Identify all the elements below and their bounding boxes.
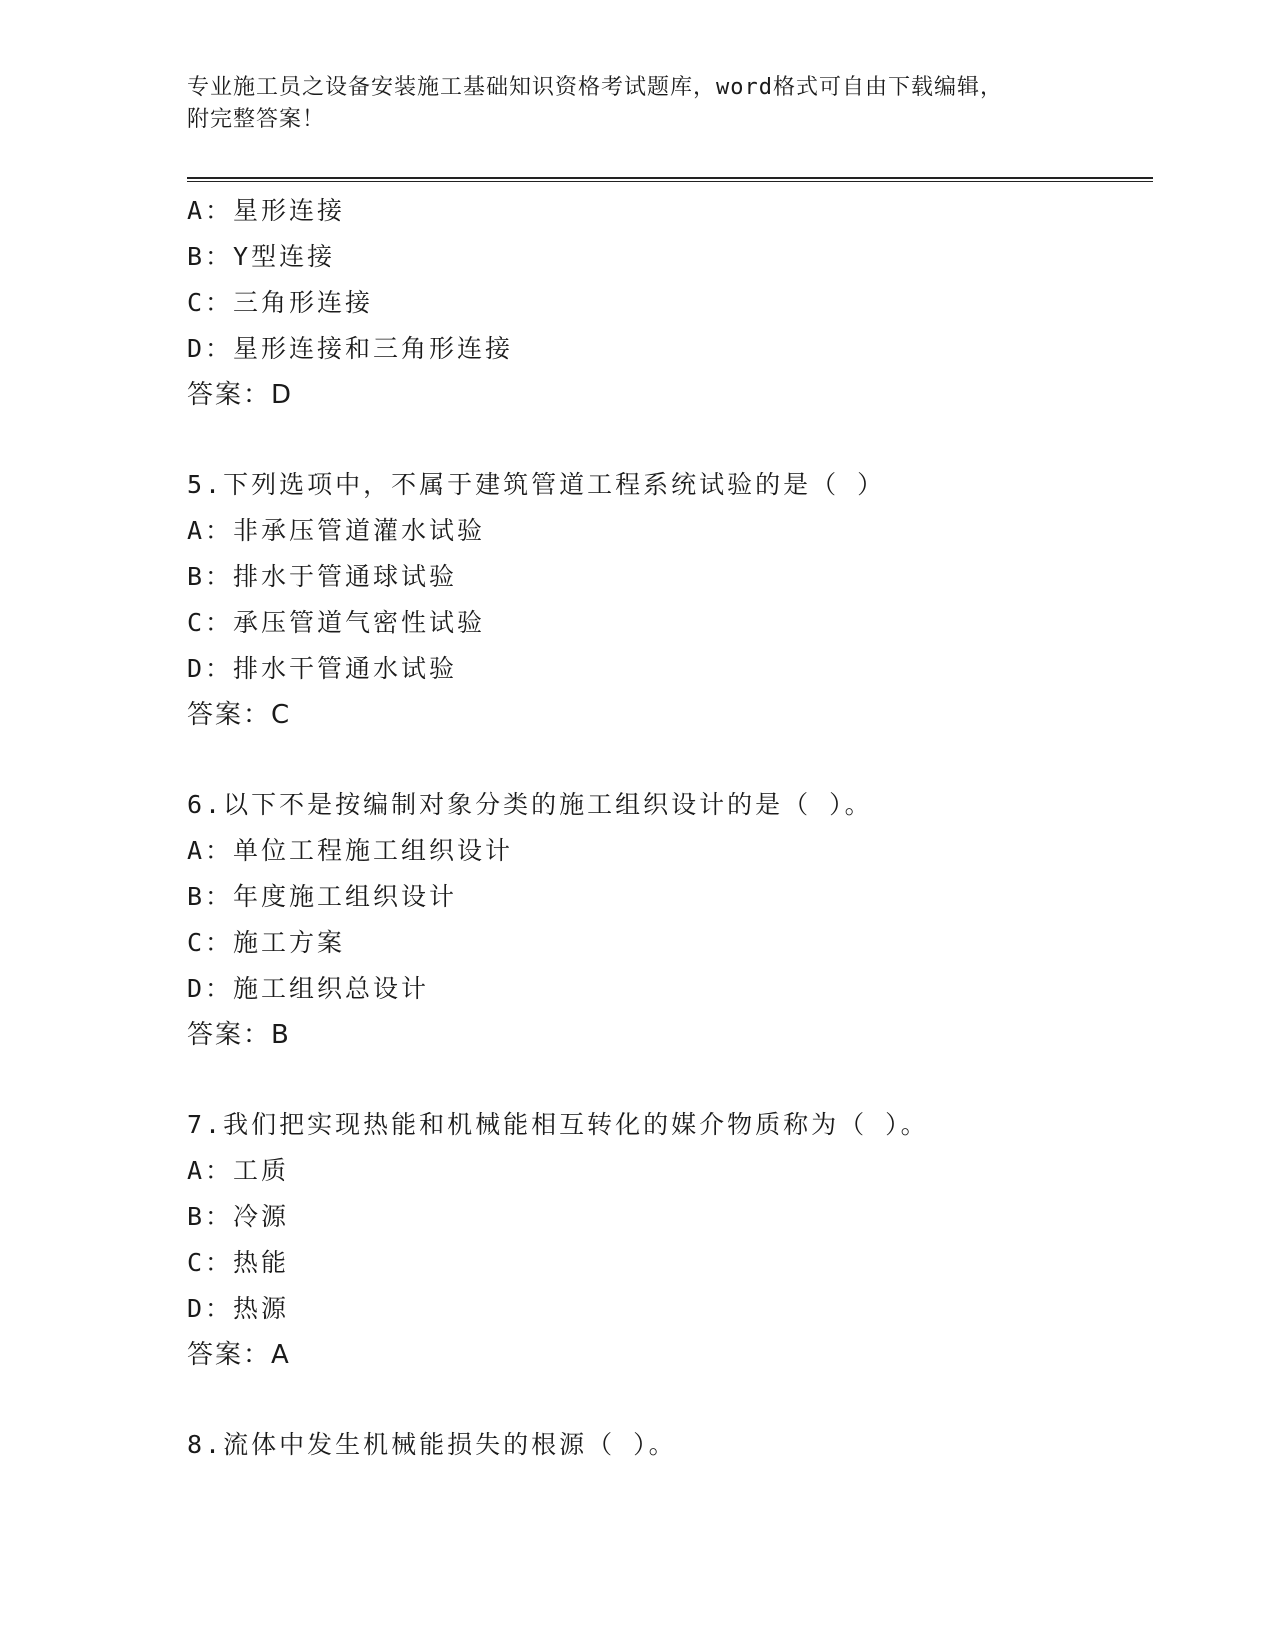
q5-question: 5.下列选项中，不属于建筑管道工程系统试验的是（ ）	[187, 470, 886, 499]
question-4-block	[187, 188, 1147, 418]
q4-option-c: C：三角形连接	[187, 288, 374, 317]
question-5-block	[187, 462, 1147, 738]
q5-option-b: B：排水于管通球试验	[187, 562, 458, 591]
q4-option-a: A：星形连接	[187, 196, 346, 225]
q7-option-c: C：热能	[187, 1248, 290, 1277]
document-header	[187, 72, 1077, 136]
header-line-1: 专业施工员之设备安装施工基础知识资格考试题库，word格式可自由下载编辑，	[187, 75, 1003, 100]
header-divider	[187, 177, 1153, 182]
q7-question: 7.我们把实现热能和机械能相互转化的媒介物质称为（ ）。	[187, 1110, 929, 1139]
q4-answer: 答案：D	[187, 380, 294, 410]
q6-option-c: C：施工方案	[187, 928, 346, 957]
q5-answer: 答案：C	[187, 700, 292, 730]
question-list	[187, 188, 1147, 1468]
q6-answer: 答案：B	[187, 1020, 291, 1050]
question-6-block	[187, 782, 1147, 1058]
q5-option-c: C：承压管道气密性试验	[187, 608, 486, 637]
q5-option-d: D：排水干管通水试验	[187, 654, 458, 683]
question-8-block	[187, 1422, 1147, 1468]
q7-option-b: B：冷源	[187, 1202, 290, 1231]
q4-option-b: B：Y型连接	[187, 242, 336, 271]
q7-option-d: D：热源	[187, 1294, 290, 1323]
q7-answer: 答案：A	[187, 1340, 291, 1370]
q6-option-d: D：施工组织总设计	[187, 974, 430, 1003]
q8-question: 8.流体中发生机械能损失的根源（ ）。	[187, 1430, 677, 1459]
q6-option-a: A：单位工程施工组织设计	[187, 836, 514, 865]
q6-option-b: B：年度施工组织设计	[187, 882, 458, 911]
header-line-2: 附完整答案！	[187, 107, 326, 132]
q5-option-a: A：非承压管道灌水试验	[187, 516, 486, 545]
q7-option-a: A：工质	[187, 1156, 290, 1185]
q4-option-d: D：星形连接和三角形连接	[187, 334, 514, 363]
question-7-block	[187, 1102, 1147, 1378]
q6-question: 6.以下不是按编制对象分类的施工组织设计的是（ ）。	[187, 790, 873, 819]
